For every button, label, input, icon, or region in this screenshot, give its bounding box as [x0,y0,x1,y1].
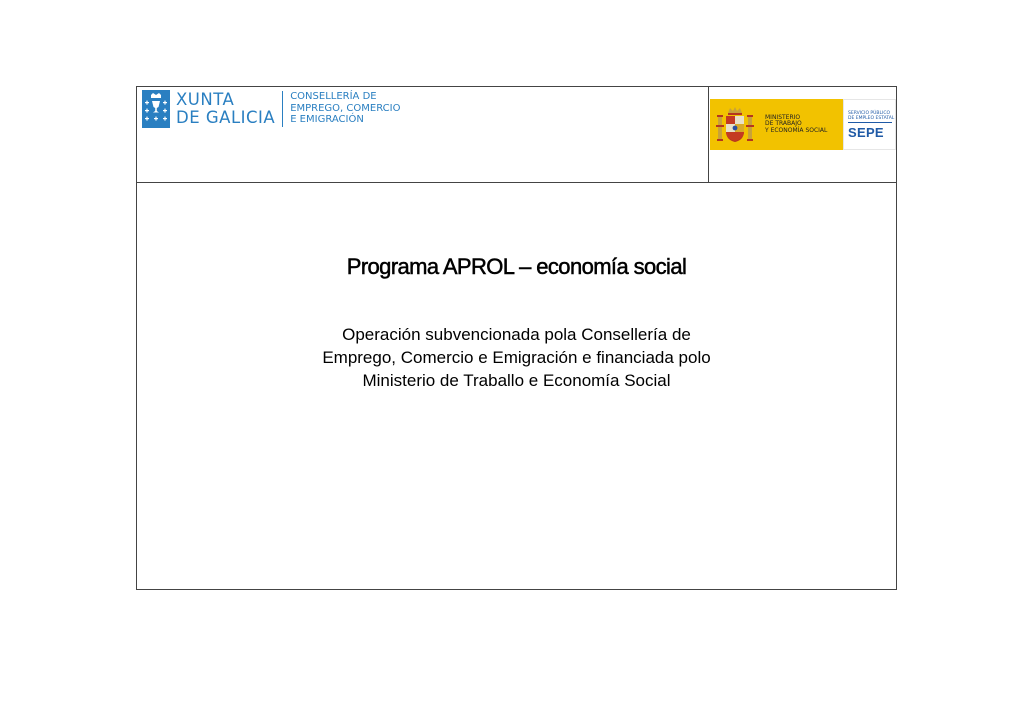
sepe-small-line2: DE EMPLEO ESTATAL [848,116,895,121]
sepe-small-line1: SERVICIO PÚBLICO [848,111,891,116]
ministry-name [765,115,827,135]
xunta-name [176,90,275,127]
xunta-de-galicia-logo [142,90,400,128]
ministry-sepe-logo [710,99,896,150]
xunta-dept-line2: EMPREGO, COMERCIO [290,102,401,114]
xunta-name-line2: DE GALICIA [176,108,276,127]
spain-coat-of-arms-icon [716,105,754,145]
xunta-department [290,90,400,126]
sepe-rule [848,122,892,123]
subtitle-line2: Emprego, Comercio e Emigración e financiada polo [322,348,711,367]
sepe-full-name [848,111,894,121]
subtitle-line3: Ministerio de Traballo e Economía Social [362,371,671,390]
document-title: Programa APROL – economía social [346,254,687,279]
xunta-name-line1: XUNTA [176,90,235,109]
xunta-separator [282,91,283,127]
ministry-line1: MINISTERIO [765,113,801,121]
header-cell-divider [708,87,709,183]
ministry-line3: Y ECONOMÍA SOCIAL [765,126,828,134]
xunta-dept-line3: E EMIGRACIÓN [290,114,364,125]
logo-header [137,87,896,183]
galicia-emblem-icon [142,90,170,128]
subtitle-line1: Operación subvencionada pola Consellería de [342,325,691,344]
document-frame [136,86,897,590]
ministry-logo [710,99,843,150]
xunta-dept-line1: CONSELLERÍA DE [290,91,377,102]
document-subtitle [137,323,896,392]
sepe-logo [843,99,896,150]
ministry-line2: DE TRABAJO [765,120,802,128]
sepe-acronym: SEPE [848,125,884,140]
